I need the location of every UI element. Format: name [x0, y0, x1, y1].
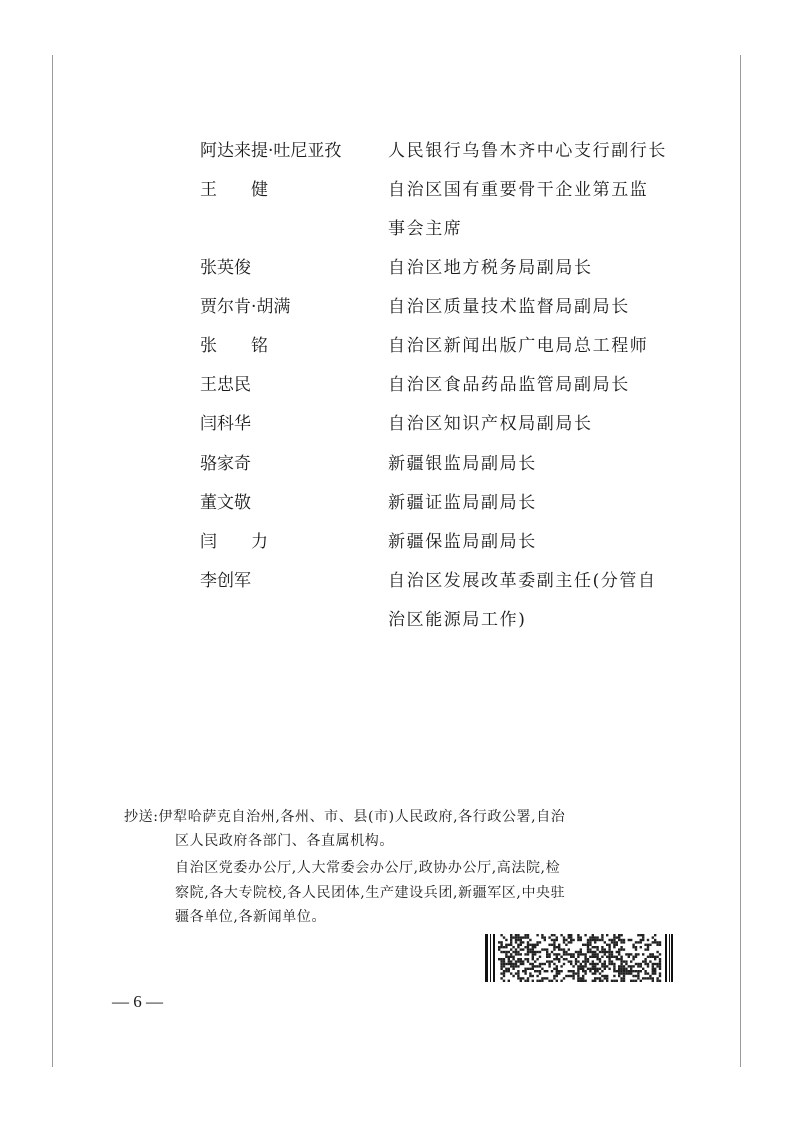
person-name: 阿达来提·吐尼亚孜	[200, 141, 342, 161]
title-line: 自治区知识产权局副局长	[388, 414, 593, 434]
person-title	[388, 410, 698, 449]
copy-to-line: 区人民政府各部门、各直属机构。	[175, 833, 394, 849]
copy-to-line: 疆各单位,各新闻单位。	[175, 909, 327, 925]
person-title	[388, 293, 698, 332]
title-line: 自治区国有重要骨干企业第五监	[388, 180, 649, 200]
right-margin-rule	[740, 55, 741, 1067]
title-line: 自治区发展改革委副主任(分管自	[388, 571, 657, 591]
title-line: 治区能源局工作)	[388, 609, 527, 630]
person-name: 董文敬	[200, 493, 251, 513]
person-name: 王忠民	[200, 375, 251, 395]
person-name: 闫 力	[200, 532, 268, 552]
person-title	[388, 254, 698, 293]
document-barcode	[485, 934, 673, 982]
person-name: 王 健	[200, 180, 268, 200]
person-name: 闫科华	[200, 414, 251, 434]
person-title	[388, 137, 698, 176]
copy-to-line: 察院,各大专院校,各人民团体,生产建设兵团,新疆军区,中央驻	[175, 885, 566, 901]
person-name: 贾尔肯·胡满	[200, 297, 291, 317]
person-name: 张 铭	[200, 336, 268, 356]
person-title	[388, 528, 698, 567]
title-line: 事会主席	[388, 218, 463, 239]
person-name: 骆家奇	[200, 454, 251, 474]
person-name: 李创军	[200, 571, 251, 591]
person-title	[388, 371, 698, 410]
person-title	[388, 489, 698, 528]
title-line: 人民银行乌鲁木齐中心支行副行长	[388, 141, 667, 161]
title-line: 自治区地方税务局副局长	[388, 258, 593, 278]
page-number: — 6 —	[112, 992, 163, 1011]
person-title	[388, 332, 698, 371]
title-line: 新疆保监局副局长	[388, 532, 537, 552]
person-title	[388, 567, 698, 644]
copy-to-line: 抄送:伊犁哈萨克自治州,各州、市、县(市)人民政府,各行政公署,自治	[124, 809, 566, 825]
title-line: 新疆银监局副局长	[388, 454, 537, 474]
title-line: 自治区新闻出版广电局总工程师	[388, 336, 649, 356]
left-margin-rule	[52, 55, 53, 1067]
person-title	[388, 176, 698, 253]
copy-to-line: 自治区党委办公厅,人大常委会办公厅,政协办公厅,高法院,检	[175, 860, 561, 876]
title-line: 自治区食品药品监管局副局长	[388, 375, 630, 395]
person-name: 张英俊	[200, 258, 251, 278]
title-line: 自治区质量技术监督局副局长	[388, 297, 630, 317]
person-title	[388, 450, 698, 489]
title-line: 新疆证监局副局长	[388, 493, 537, 513]
